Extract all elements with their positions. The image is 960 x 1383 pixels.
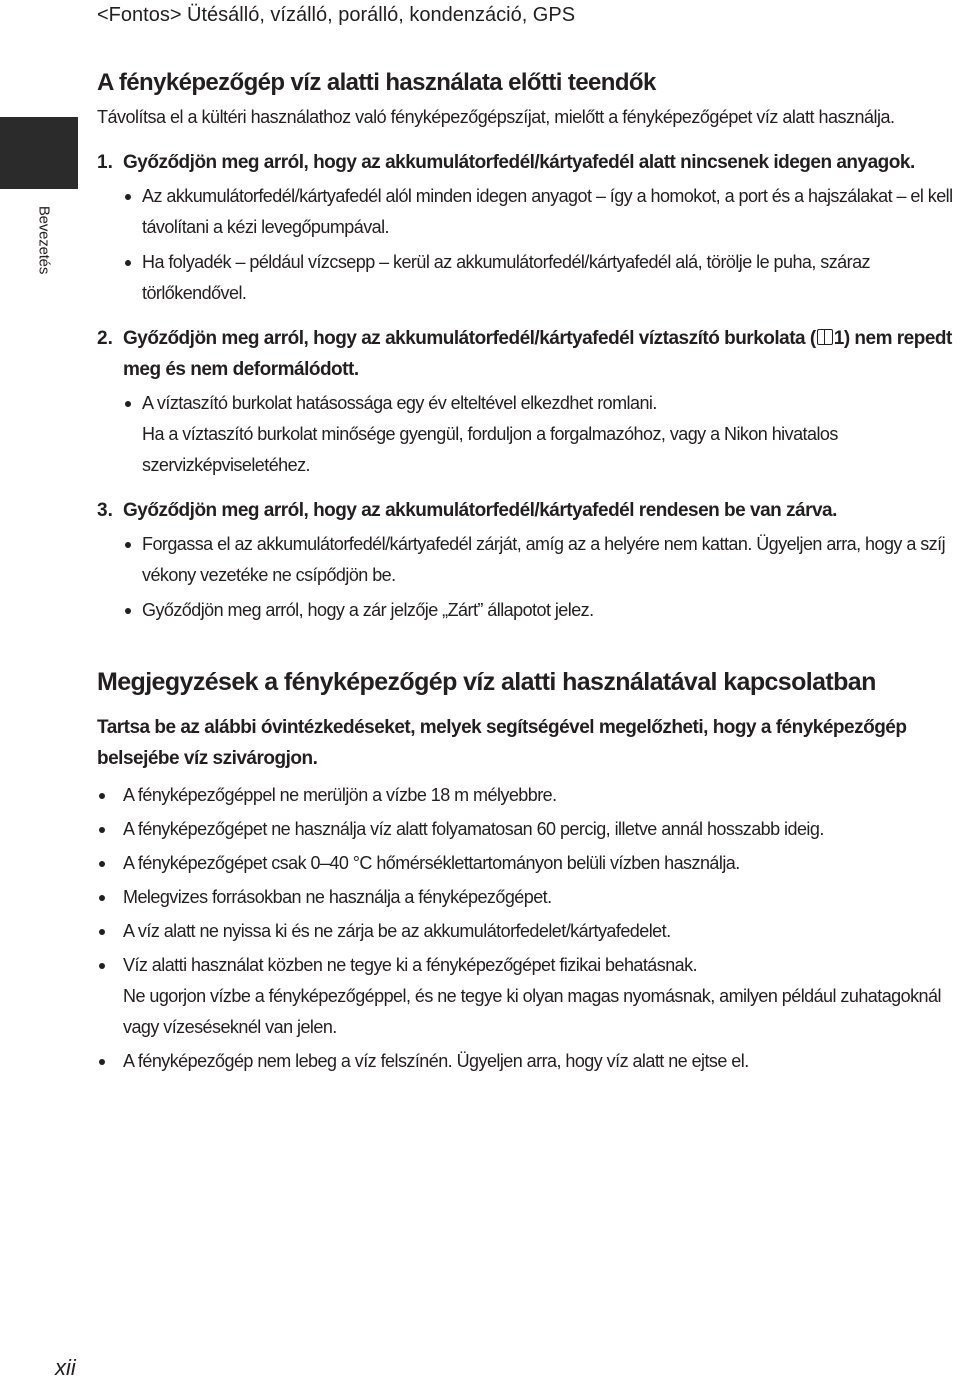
step-title: Győződjön meg arról, hogy az akkumulátorfedél/kártyafedél rendesen be van zárva.: [123, 500, 837, 521]
page-header: <Fontos> Ütésálló, vízálló, porálló, kondenzáció, GPS: [97, 4, 576, 26]
step-title: [123, 323, 957, 385]
step-2: [97, 323, 957, 481]
bullet-item: Ha folyadék – például vízcsepp – kerül az akkumulátorfedél/kártyafedél alá, törölje le puha, száraz törlőkendővel.: [123, 247, 957, 309]
list-item: A víz alatt ne nyissa ki és ne zárja be az akkumulátorfedelet/kártyafedelet.: [97, 916, 957, 947]
step-bullets: [123, 529, 957, 626]
step-title: Győződjön meg arról, hogy az akkumulátorfedél/kártyafedél alatt nincsenek idegen anyagok.: [123, 152, 915, 173]
precautions-list: [97, 780, 957, 1077]
step-number: 2.: [97, 328, 113, 349]
step-1: [97, 147, 957, 309]
list-item: A fényképezőgép nem lebeg a víz felszínén. Ügyeljen arra, hogy víz alatt ne ejtse el.: [97, 1046, 957, 1077]
bullet-item: Győződjön meg arról, hogy a zár jelzője „Zárt” állapotot jelez.: [123, 595, 957, 626]
list-item: A fényképezőgépet csak 0–40 °C hőmérséklettartományon belüli vízben használja.: [97, 848, 957, 879]
step-bullets: [123, 388, 957, 481]
step-number: 1.: [97, 152, 113, 173]
bullet-line: Ha a víztaszító burkolat minősége gyengül, forduljon a forgalmazóhoz, vagy a Nikon hivatalos szervizképviseletéhez.: [142, 424, 838, 475]
list-item: A fényképezőgéppel ne merüljön a vízbe 18 m mélyebbre.: [97, 780, 957, 811]
page-reference: 1: [833, 328, 844, 349]
section-title: Megjegyzések a fényképezőgép víz alatti használatával kapcsolatban: [97, 668, 876, 696]
bullet-item: Forgassa el az akkumulátorfedél/kártyafedél zárját, amíg az a helyére nem kattan. Ügyeljen arra, hogy a szíj vékony vezetéke ne csípődjön be.: [123, 529, 957, 591]
list-item: Melegvizes forrásokban ne használja a fényképezőgépet.: [97, 882, 957, 913]
bullet-line: A víztaszító burkolat hatásossága egy év elteltével elkezdhet romlani.: [142, 393, 657, 413]
book-reference-icon: [817, 329, 833, 345]
list-line: Víz alatti használat közben ne tegye ki a fényképezőgépet fizikai behatásnak.: [123, 955, 698, 975]
step-bullets: [123, 181, 957, 309]
chapter-tab-marker: [0, 117, 78, 189]
list-line: Ne ugorjon vízbe a fényképezőgéppel, és ne tegye ki olyan magas nyomásnak, amilyen például zuhatagoknál vagy vízeséseknél van jelen.: [123, 986, 941, 1037]
bullet-item: [123, 388, 957, 481]
lead-paragraph: Tartsa be az alábbi óvintézkedéseket, melyek segítségével megelőzheti, hogy a fényképezőgép belsejébe víz szivárogjon.: [97, 717, 907, 769]
step-title-part: Győződjön meg arról, hogy az akkumulátorfedél/kártyafedél víztaszító burkolata (: [123, 328, 816, 349]
step-number: 3.: [97, 500, 113, 521]
main-content: [97, 64, 957, 1080]
bullet-item: Az akkumulátorfedél/kártyafedél alól minden idegen anyagot – így a homokot, a port és a hajszálakat – el kell távolítani a kézi levegőpumpával.: [123, 181, 957, 243]
list-item: [97, 950, 957, 1043]
section-title: A fényképezőgép víz alatti használata előtti teendők: [97, 69, 656, 96]
list-item: A fényképezőgépet ne használja víz alatt folyamatosan 60 percig, illetve annál hosszabb ideig.: [97, 814, 957, 845]
step-title-part: ) nem repedt meg és nem deformálódott.: [123, 328, 952, 380]
step-3: [97, 495, 957, 626]
page-number: xii: [55, 1355, 76, 1380]
chapter-tab-label: Bevezetés: [35, 205, 53, 275]
intro-paragraph: Távolítsa el a kültéri használathoz való fényképezőgépszíjat, mielőtt a fényképezőgépet víz alatt használja.: [97, 107, 895, 127]
